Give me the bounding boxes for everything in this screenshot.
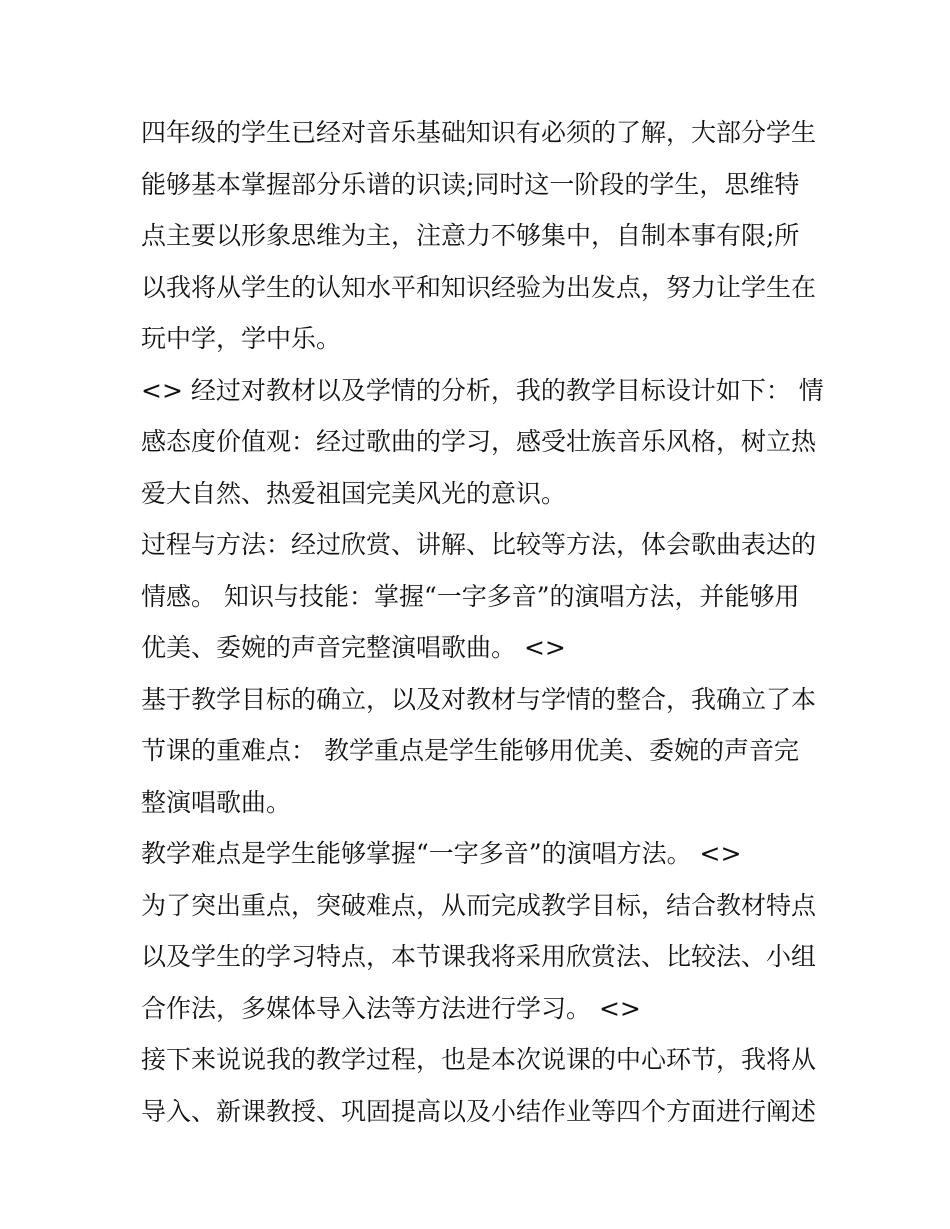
text-line: 以我将从学生的认知水平和知识经验为出发点，努力让学生在 — [141, 272, 817, 302]
text-line: 感态度价值观：经过歌曲的学习，感受壮族音乐风格，树立热 — [141, 427, 817, 456]
text-line: <> 经过对教材以及学情的分析，我的教学目标设计如下： 情 — [141, 375, 824, 405]
text-line: 教学难点是学生能够掌握“一字多音”的演唱方法。 <> — [141, 839, 742, 868]
text-line: 四年级的学生已经对音乐基础知识有必须的了解，大部分学生 — [141, 118, 817, 147]
text-line: 过程与方法：经过欣赏、讲解、比较等方法，体会歌曲表达的 — [141, 530, 817, 559]
text-line: 接下来说说我的教学过程，也是本次说课的中心环节，我将从 — [141, 1045, 817, 1074]
text-line: 点主要以形象思维为主，注意力不够集中，自制本事有限;所 — [141, 221, 800, 250]
text-line: 情感。 知识与技能：掌握“一字多音”的演唱方法，并能够用 — [141, 581, 800, 611]
text-line: 以及学生的学习特点，本节课我将采用欣赏法、比较法、小组 — [141, 942, 817, 971]
text-line: 基于教学目标的确立，以及对教材与学情的整合，我确立了本 — [141, 684, 817, 714]
text-line: 导入、新课教授、巩固提高以及小结作业等四个方面进行阐述 — [141, 1096, 817, 1126]
text-line: 合作法，多媒体导入法等方法进行学习。 <> — [141, 993, 641, 1023]
text-line: 为了突出重点，突破难点，从而完成教学目标，结合教材特点 — [141, 890, 817, 920]
document-body — [141, 107, 824, 1137]
text-line: 整演唱歌曲。 — [141, 787, 292, 817]
text-line: 爱大自然、热爱祖国完美风光的意识。 — [141, 478, 567, 508]
text-line: 玩中学，学中乐。 — [141, 324, 342, 353]
text-line: 节课的重难点： 教学重点是学生能够用优美、委婉的声音完 — [141, 736, 799, 765]
text-line: 优美、委婉的声音完整演唱歌曲。 <> — [141, 633, 566, 662]
text-line: 能够基本掌握部分乐谱的识读;同时这一阶段的学生，思维特 — [141, 169, 800, 199]
